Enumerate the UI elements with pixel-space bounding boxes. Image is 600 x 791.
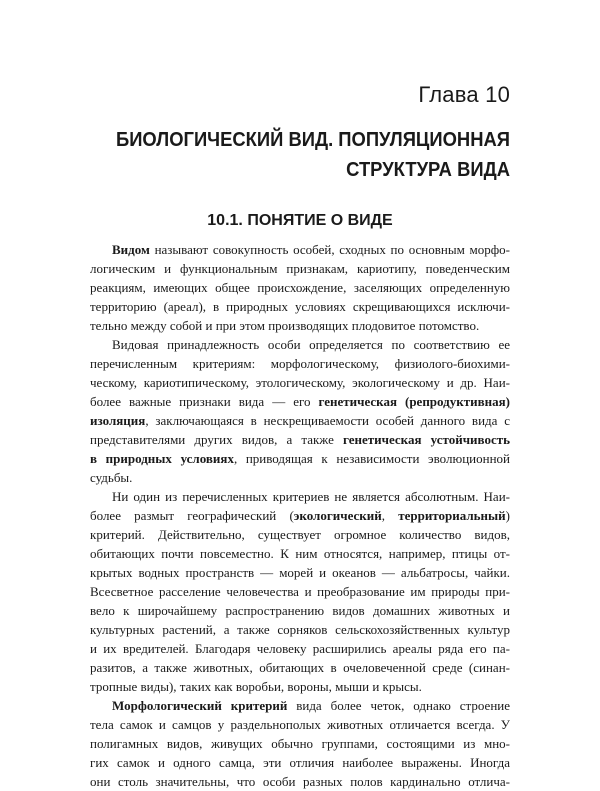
- text-line: логическим и функциональным признакам, кариотипу, поведенческим: [90, 261, 510, 276]
- text-line: Видом называют совокупность особей, сходных по основным морфо-: [112, 242, 510, 257]
- text-line: ческому, кариотипическому, этологическому, экологическому и др. Наи-: [90, 375, 510, 390]
- chapter-title-line: СТРУКТУРА ВИДА: [346, 159, 510, 181]
- text-line: полигамных видов, живущих обычно группами, состоящими из мно-: [90, 736, 510, 751]
- text-line: Ни один из перечисленных критериев не является абсолютным. Наи-: [112, 489, 510, 504]
- chapter-label: Глава 10: [418, 82, 510, 107]
- text-line: они столь значительны, что особи разных полов кардинально отлича-: [90, 774, 510, 789]
- text-line: изоляция, заключающаяся в нескрещиваемости особей данного вида с: [90, 413, 510, 428]
- text-line: вело к широчайшему распространению видов домашних животных и: [90, 603, 510, 618]
- text-line: тропные виды), таких как воробьи, вороны, мыши и крысы.: [90, 679, 422, 694]
- text-line: культурных растений, а также сорняков сельскохозяйственных культур: [90, 622, 510, 637]
- text-line: территорию (ареал), в природных условиях скрещивающихся исключи-: [90, 299, 510, 314]
- text-line: более размыт географический (экологический, территориальный): [90, 508, 510, 523]
- text-line: тела самок и самцов у раздельнополых животных отличается всегда. У: [90, 717, 510, 732]
- section-title: 10.1. ПОНЯТИЕ О ВИДЕ: [207, 212, 393, 229]
- body-text: [90, 240, 510, 791]
- text-line: Морфологический критерий вида более четок, однако строение: [112, 698, 510, 713]
- text-line: судьбы.: [90, 470, 133, 485]
- text-line: тельно между собой и при этом производящих плодовитое потомство.: [90, 318, 480, 333]
- text-line: Видовая принадлежность особи определяется по соответствию ее: [112, 337, 510, 352]
- text-line: обитающих почти повсеместно. К ним относятся, например, птицы от-: [90, 546, 510, 561]
- text-line: крытых водных пространств — морей и океанов — альбатросы, чайки.: [90, 565, 510, 580]
- chapter-title-line: БИОЛОГИЧЕСКИЙ ВИД. ПОПУЛЯЦИОННАЯ: [115, 129, 510, 151]
- chapter-title: [105, 125, 510, 185]
- text-line: разитов, а также животных, обитающих в очеловеченной среде (синан-: [90, 660, 510, 675]
- text-line: перечисленным критериям: морфологическому, физиолого-биохими-: [90, 356, 510, 371]
- text-line: гих самок и одного самца, эти отличия наиболее выражены. Иногда: [90, 755, 510, 770]
- text-line: Всесветное расселение человечества и преобразование им природы при-: [90, 584, 510, 599]
- text-line: в природных условиях, приводящая к независимости эволюционной: [90, 451, 510, 466]
- text-line: более важные признаки вида — его генетическая (репродуктивная): [90, 394, 510, 409]
- text-line: представителями других видов, а также генетическая устойчивость: [90, 432, 510, 447]
- text-line: и их вредителей. Благодаря человеку расширились ареалы ряда его па-: [90, 641, 510, 656]
- text-line: реакциям, имеющих общее происхождение, заселяющих определенную: [90, 280, 510, 295]
- text-line: критерий. Действительно, существует огромное количество видов,: [90, 527, 510, 542]
